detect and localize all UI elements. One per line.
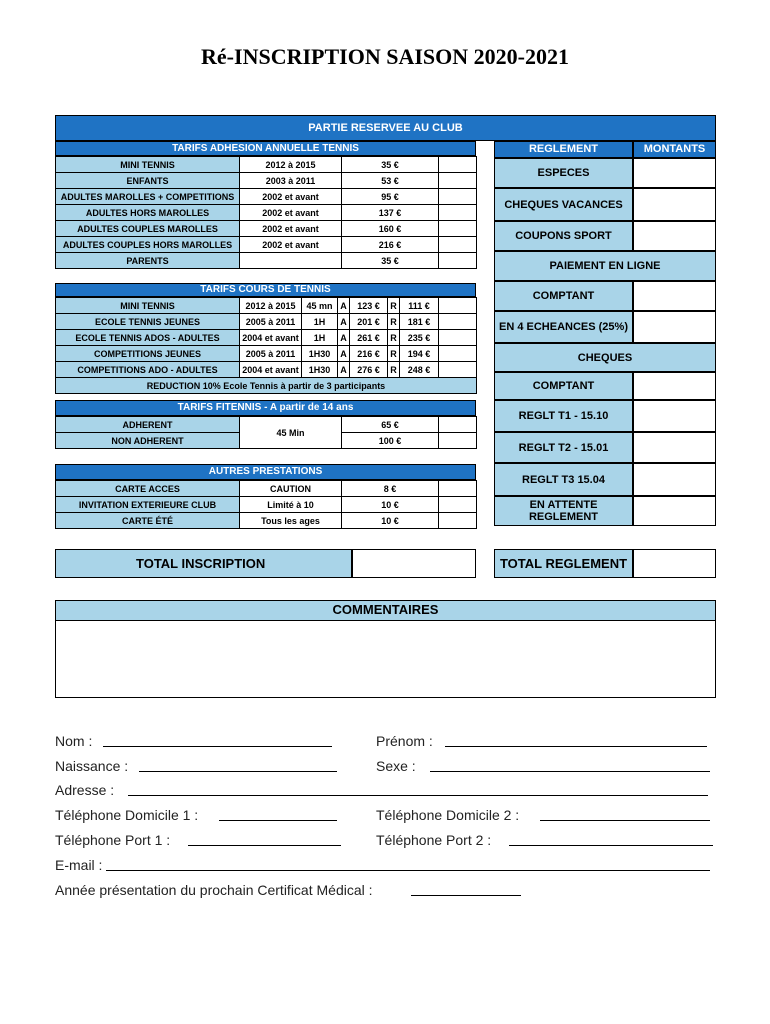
amount-input[interactable]: [439, 221, 477, 237]
table-cell: 2012 à 2015: [240, 157, 342, 173]
table-row: [56, 298, 477, 314]
table-cell: ADULTES MAROLLES + COMPETITIONS: [56, 189, 240, 205]
table-row: [56, 189, 477, 205]
table-cell: CAUTION: [240, 481, 342, 497]
reglt-t3-amount[interactable]: [633, 463, 716, 496]
sexe-label: Sexe :: [376, 758, 416, 774]
table-cell: COMPETITIONS ADO - ADULTES: [56, 362, 240, 378]
table-cell: 53 €: [342, 173, 439, 189]
table-cell: [240, 253, 342, 269]
reglt-t1-label: REGLT T1 - 15.10: [494, 400, 633, 432]
table-cell: 100 €: [342, 433, 439, 449]
table-row: [56, 346, 477, 362]
table-cell: ADULTES COUPLES HORS MAROLLES: [56, 237, 240, 253]
table-cell: ECOLE TENNIS ADOS - ADULTES: [56, 330, 240, 346]
table-cell: 201 €: [350, 314, 388, 330]
especes-label: ESPECES: [494, 158, 633, 188]
naissance-field[interactable]: [139, 756, 337, 772]
adresse-label: Adresse :: [55, 782, 115, 798]
table-cell: 2012 à 2015: [240, 298, 302, 314]
coupons-sport-label: COUPONS SPORT: [494, 221, 633, 251]
table-cell: A: [338, 298, 350, 314]
table-row: [56, 497, 477, 513]
certificat-label: Année présentation du prochain Certificat Médical :: [55, 882, 373, 898]
cheques-vacances-amount[interactable]: [633, 188, 716, 221]
table-row: [56, 237, 477, 253]
reglt-t3-label: REGLT T3 15.04: [494, 463, 633, 496]
table-row: [56, 205, 477, 221]
table-cell: COMPETITIONS JEUNES: [56, 346, 240, 362]
table-cell: 2005 à 2011: [240, 346, 302, 362]
table-cell: 276 €: [350, 362, 388, 378]
echeances-amount[interactable]: [633, 311, 716, 343]
adhesion-header: TARIFS ADHESION ANNUELLE TENNIS: [55, 141, 476, 156]
table-row: [56, 173, 477, 189]
table-cell: 2005 à 2011: [240, 314, 302, 330]
table-cell: 2002 et avant: [240, 237, 342, 253]
table-cell: 111 €: [400, 298, 439, 314]
amount-input[interactable]: [439, 330, 477, 346]
tel-dom1-field[interactable]: [219, 805, 337, 821]
table-cell: R: [388, 298, 400, 314]
table-cell: ENFANTS: [56, 173, 240, 189]
table-cell: 1H30: [302, 346, 338, 362]
email-label: E-mail :: [55, 857, 103, 873]
table-cell: 160 €: [342, 221, 439, 237]
table-cell: A: [338, 346, 350, 362]
table-row: [56, 362, 477, 378]
amount-input[interactable]: [439, 497, 477, 513]
table-cell: 137 €: [342, 205, 439, 221]
table-cell: 1H: [302, 314, 338, 330]
prenom-field[interactable]: [445, 731, 707, 747]
table-cell: 8 €: [342, 481, 439, 497]
table-cell: 248 €: [400, 362, 439, 378]
amount-input[interactable]: [439, 157, 477, 173]
table-row: [56, 481, 477, 497]
amount-input[interactable]: [439, 173, 477, 189]
table-cell: ADULTES COUPLES MAROLLES: [56, 221, 240, 237]
total-reglement-label: TOTAL REGLEMENT: [494, 549, 633, 578]
cours-header: TARIFS COURS DE TENNIS: [55, 283, 476, 297]
tel-port2-field[interactable]: [509, 830, 713, 846]
table-cell: NON ADHERENT: [56, 433, 240, 449]
table-cell: 2004 et avant: [240, 330, 302, 346]
tel-port1-label: Téléphone Port 1 :: [55, 832, 171, 848]
adresse-field[interactable]: [128, 780, 708, 796]
table-cell: Limité à 10: [240, 497, 342, 513]
naissance-label: Naissance :: [55, 758, 129, 774]
autres-table: [55, 480, 477, 529]
commentaires-header: COMMENTAIRES: [55, 600, 716, 621]
table-cell: 35 €: [342, 253, 439, 269]
table-cell: ADHERENT: [56, 417, 240, 433]
table-row: [56, 157, 477, 173]
table-cell: INVITATION EXTERIEURE CLUB: [56, 497, 240, 513]
table-cell: 2002 et avant: [240, 221, 342, 237]
table-cell: 261 €: [350, 330, 388, 346]
table-cell: 2003 à 2011: [240, 173, 342, 189]
amount-input[interactable]: [439, 362, 477, 378]
table-cell: 2002 et avant: [240, 189, 342, 205]
nom-label: Nom :: [55, 733, 93, 749]
table-cell: 65 €: [342, 417, 439, 433]
reduction-row: [56, 378, 477, 394]
club-header: PARTIE RESERVEE AU CLUB: [55, 115, 716, 141]
comptant-cheques-label: COMPTANT: [494, 372, 633, 400]
amount-input[interactable]: [439, 513, 477, 529]
nom-field[interactable]: [103, 731, 332, 747]
echeances-label: EN 4 ECHEANCES (25%): [494, 311, 633, 343]
table-cell: 216 €: [350, 346, 388, 362]
table-cell: A: [338, 330, 350, 346]
table-cell: 1H30: [302, 362, 338, 378]
table-cell: A: [338, 314, 350, 330]
table-cell: 10 €: [342, 513, 439, 529]
table-cell: A: [338, 362, 350, 378]
coupons-sport-amount[interactable]: [633, 221, 716, 251]
table-cell: R: [388, 330, 400, 346]
adhesion-table: [55, 156, 477, 269]
total-inscription-label: TOTAL INSCRIPTION: [55, 549, 352, 578]
comptant-cheques-amount[interactable]: [633, 372, 716, 400]
table-cell: Tous les ages: [240, 513, 342, 529]
comptant-online-amount[interactable]: [633, 281, 716, 311]
table-cell: CARTE ÉTÉ: [56, 513, 240, 529]
table-cell: 10 €: [342, 497, 439, 513]
tel-dom2-field[interactable]: [540, 805, 710, 821]
table-cell: R: [388, 314, 400, 330]
amount-input[interactable]: [439, 314, 477, 330]
tel-dom1-label: Téléphone Domicile 1 :: [55, 807, 199, 823]
total-inscription-amount[interactable]: [352, 549, 476, 578]
fitennis-duration: 45 Min: [240, 417, 342, 449]
table-cell: REDUCTION 10% Ecole Tennis à partir de 3 participants: [56, 378, 477, 394]
fitennis-table: [55, 416, 477, 449]
prenom-label: Prénom :: [376, 733, 433, 749]
comptant-online-label: COMPTANT: [494, 281, 633, 311]
table-row: [56, 417, 477, 433]
attente-label: EN ATTENTE REGLEMENT: [494, 496, 633, 526]
paiement-ligne-label: PAIEMENT EN LIGNE: [494, 251, 716, 281]
table-cell: 235 €: [400, 330, 439, 346]
amount-input[interactable]: [439, 346, 477, 362]
table-cell: 2004 et avant: [240, 362, 302, 378]
table-cell: 194 €: [400, 346, 439, 362]
page-title: Ré-INSCRIPTION SAISON 2020-2021: [201, 44, 569, 69]
table-cell: MINI TENNIS: [56, 157, 240, 173]
reglt-t1-amount[interactable]: [633, 400, 716, 432]
cheques-vacances-label: CHEQUES VACANCES: [494, 188, 633, 221]
amount-input[interactable]: [439, 433, 477, 449]
amount-input[interactable]: [439, 237, 477, 253]
table-cell: 35 €: [342, 157, 439, 173]
autres-header: AUTRES PRESTATIONS: [55, 464, 476, 480]
cours-table: [55, 297, 477, 394]
cheques-label: CHEQUES: [494, 343, 716, 372]
table-row: [56, 314, 477, 330]
montants-header: MONTANTS: [633, 141, 716, 158]
sexe-field[interactable]: [430, 756, 710, 772]
especes-amount[interactable]: [633, 158, 716, 188]
table-row: [56, 513, 477, 529]
table-cell: ADULTES HORS MAROLLES: [56, 205, 240, 221]
table-cell: 1H: [302, 330, 338, 346]
amount-input[interactable]: [439, 189, 477, 205]
reglt-t2-amount[interactable]: [633, 432, 716, 463]
tel-port1-field[interactable]: [188, 830, 341, 846]
table-cell: R: [388, 362, 400, 378]
table-cell: 181 €: [400, 314, 439, 330]
amount-input[interactable]: [439, 253, 477, 269]
email-field[interactable]: [106, 855, 710, 871]
table-row: [56, 330, 477, 346]
reglt-t2-label: REGLT T2 - 15.01: [494, 432, 633, 463]
table-cell: 95 €: [342, 189, 439, 205]
table-cell: MINI TENNIS: [56, 298, 240, 314]
table-cell: R: [388, 346, 400, 362]
reglement-header: REGLEMENT: [494, 141, 633, 158]
amount-input[interactable]: [439, 205, 477, 221]
table-cell: 45 mn: [302, 298, 338, 314]
table-row: [56, 221, 477, 237]
table-cell: 2002 et avant: [240, 205, 342, 221]
tel-dom2-label: Téléphone Domicile 2 :: [376, 807, 520, 823]
fitennis-header: TARIFS FITENNIS - A partir de 14 ans: [55, 400, 476, 416]
total-reglement-amount[interactable]: [633, 549, 716, 578]
amount-input[interactable]: [439, 417, 477, 433]
amount-input[interactable]: [439, 481, 477, 497]
table-row: [56, 253, 477, 269]
amount-input[interactable]: [439, 298, 477, 314]
commentaires-box[interactable]: [55, 620, 716, 698]
tel-port2-label: Téléphone Port 2 :: [376, 832, 492, 848]
table-cell: 216 €: [342, 237, 439, 253]
table-cell: CARTE ACCES: [56, 481, 240, 497]
certificat-field[interactable]: [411, 880, 521, 896]
table-cell: PARENTS: [56, 253, 240, 269]
attente-amount[interactable]: [633, 496, 716, 526]
table-cell: ECOLE TENNIS JEUNES: [56, 314, 240, 330]
table-cell: 123 €: [350, 298, 388, 314]
